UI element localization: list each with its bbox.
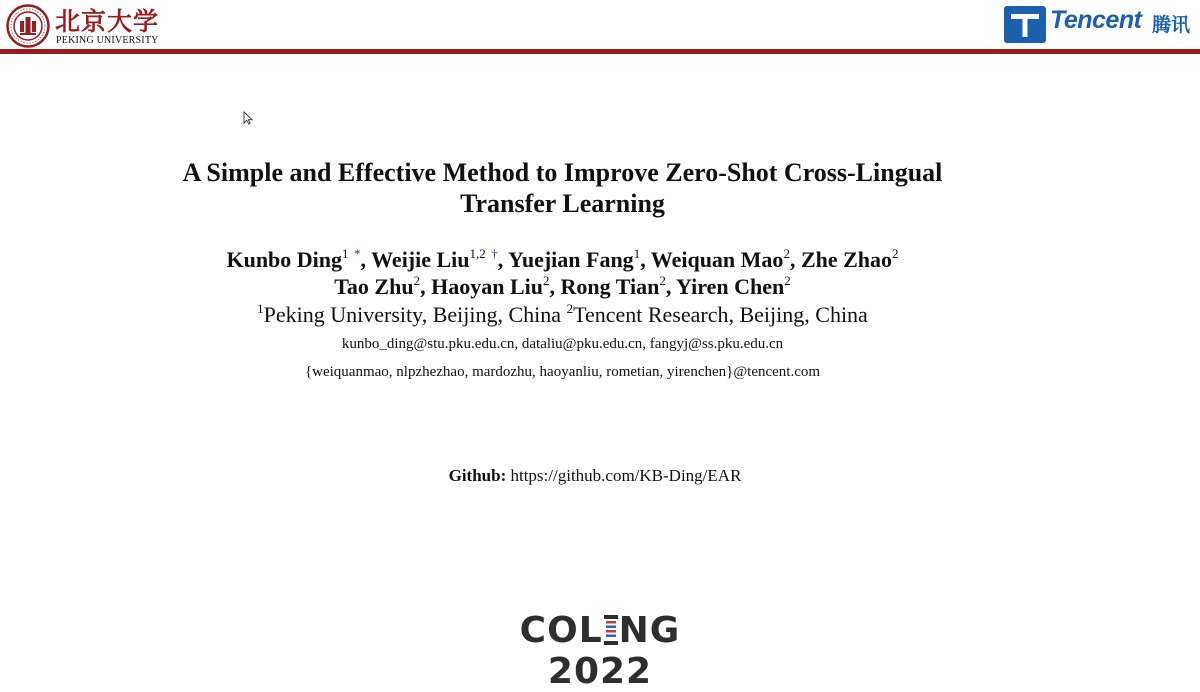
peking-university-seal-icon	[6, 4, 50, 48]
affiliation-text: Tencent Research, Beijing, China	[573, 302, 868, 327]
author-affiliation-number: 2	[659, 273, 666, 288]
pku-chinese-name: 北京大学	[55, 7, 160, 36]
author-name: Tao Zhu	[334, 274, 414, 299]
tencent-t-icon	[1004, 6, 1046, 43]
conference-name-prefix: COL	[519, 610, 603, 651]
paper-title-line-2: Transfer Learning	[460, 189, 665, 218]
email-list-1: kunbo_ding@stu.pku.edu.cn, dataliu@pku.edu.cn, fangyj@ss.pku.edu.cn	[341, 336, 784, 352]
coling-striped-i-icon	[604, 615, 618, 645]
author-affiliation-number: 2	[892, 246, 899, 261]
mouse-cursor-icon	[243, 111, 253, 125]
tencent-chinese-name: 腾讯	[1152, 14, 1191, 36]
author-name: Yuejian Fang	[507, 247, 634, 272]
author-line-2: Tao Zhu$^2$, Haoyan Liu$^2$, Rong Tian$^2$, Yiren Chen$^2$	[334, 273, 791, 299]
author-affiliation-number: 1	[342, 246, 349, 261]
author-affiliation-number: 1,2	[469, 246, 486, 261]
affiliations	[120, 302, 1005, 328]
email-list-2: {weiquanmao, nlpzhezhao, mardozhu, haoyanliu, rometian, yirenchen}@tencent.com	[304, 364, 821, 380]
slide-header	[0, 0, 1200, 54]
author-affiliation-number: 2	[413, 273, 421, 288]
author-affiliation-number: 2	[784, 273, 791, 288]
author-line-1: Kunbo Ding$^1$ *, Weijie Liu$^{1,2}$ †, Yuejian Fang$^1$, Weiquan Mao$^2$, Zhe Zhao$^2$	[226, 246, 899, 272]
author-name: Yiren Chen	[676, 274, 785, 299]
author-name: Zhe Zhao	[800, 247, 893, 272]
paper-title-line-1: A Simple and Effective Method to Improve Zero-Shot Cross-Lingual	[182, 158, 943, 187]
author-name: Weiquan Mao	[650, 247, 784, 272]
author-name: Kunbo Ding	[226, 247, 343, 272]
paper-title	[120, 157, 1005, 219]
author-name: Haoyan Liu	[431, 274, 543, 299]
author-name: Weijie Liu	[371, 247, 470, 272]
affiliation-number: 1	[257, 301, 264, 316]
author-list	[120, 246, 1005, 300]
author-affiliation-number: 2	[783, 246, 790, 261]
tencent-english-name: Tencent	[1050, 6, 1142, 34]
corresponding-author-mark: †	[491, 246, 498, 261]
conference-logo	[470, 610, 730, 692]
affiliation-text: Peking University, Beijing, China	[263, 302, 562, 327]
github-line	[300, 465, 890, 487]
equal-contribution-mark: *	[354, 246, 361, 261]
author-name: Rong Tian	[560, 274, 660, 299]
github-link[interactable]: https://github.com/KB-Ding/EAR	[510, 466, 742, 485]
header-accent-line	[0, 49, 1200, 54]
affiliation-number: 2	[566, 301, 574, 316]
author-affiliation-number: 1	[633, 246, 641, 261]
conference-name-suffix: NG 2022	[547, 610, 681, 692]
author-affiliation-number: 2	[542, 273, 550, 288]
pku-english-name: PEKING UNIVERSITY	[56, 35, 159, 46]
github-label: Github:	[448, 466, 507, 485]
